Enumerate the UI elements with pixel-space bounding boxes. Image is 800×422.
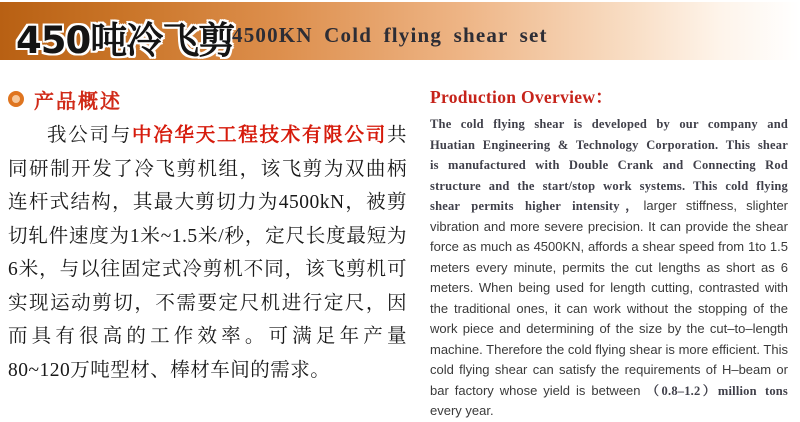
ring-bullet-icon xyxy=(8,91,24,107)
chinese-overview-section xyxy=(8,88,407,387)
header-band xyxy=(0,2,800,60)
company-name-highlight: 中冶华天工程技术有限公司 xyxy=(132,125,387,146)
en-text-segment-sans-1: larger stiffness, slighter vibration and more severe precision. It can provide the shear force as much as 4500KN, affords a shear speed from 1to 1.5 meters every minute, permits the cut lengths as short as 6 meters. When being used for length cutting, contrasted with the traditional ones, it can work without the stopping of the work piece and determining of the size by the cut–to–length machine. Therefore the cold flying shear is more efficient. This cold flying shear can satisfy the requirements of H–beam or bar factory whose yield is between xyxy=(430,198,788,398)
en-text-segment-serif-2: （0.8–1.2）million tons xyxy=(646,383,788,398)
cn-text-segment-2: 共同研制开发了冷飞剪机组，该飞剪为双曲柄连杆式结构，其最大剪切力为4500kN，被剪切轧件速度为1米~1.5米/秒，定尺长度最短为6米，与以往固定式冷剪机不同，该飞剪机可实现运动剪切，不需要定尺机进行定尺，因而具有很高的工作效率。可满足年产量80~120万吨型材、棒材车间的需求。 xyxy=(8,125,407,381)
en-text-segment-sans-2: every year. xyxy=(430,403,494,418)
en-text-segment-serif-1: The cold flying shear is developed by our company and Huatian Engineering & Technology Corporation. This shear is manufactured with Double Crank and Connecting Rod structure and the start/stop work systems. This cold flying shear permits higher intensity， xyxy=(430,117,788,213)
cn-text-segment-1: 我公司与 xyxy=(47,125,132,146)
page-title-chinese: 450吨冷飞剪 xyxy=(16,19,235,62)
english-paragraph xyxy=(430,114,788,422)
section-heading-chinese: 产品概述 xyxy=(34,88,122,113)
chinese-paragraph xyxy=(8,119,407,387)
page-title-english: 4500KN Cold flying shear set xyxy=(232,23,548,47)
section-heading-row xyxy=(8,88,407,113)
english-overview-section xyxy=(430,84,788,422)
section-heading-english: Production Overview： xyxy=(430,87,614,107)
